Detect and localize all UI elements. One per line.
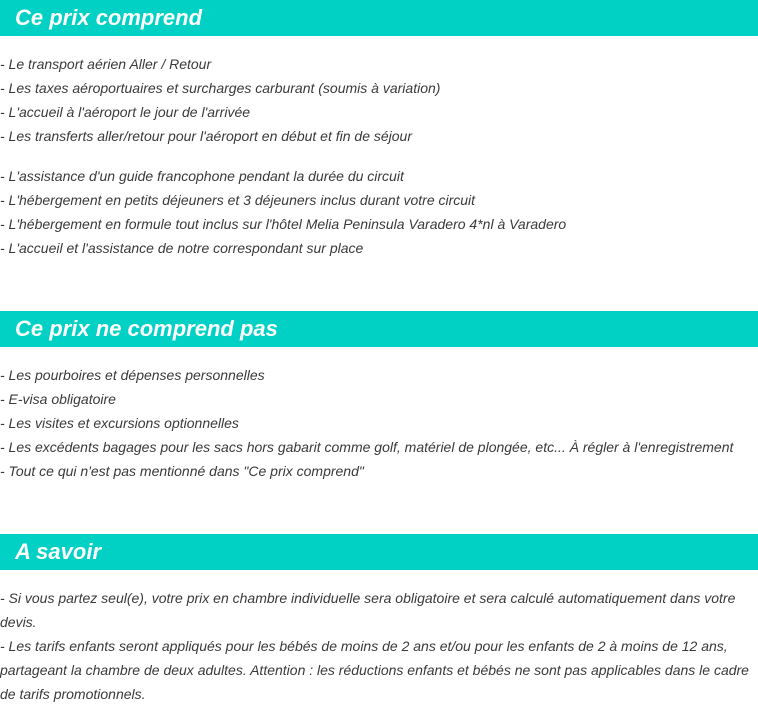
section-included bbox=[0, 0, 758, 260]
not-included-list bbox=[0, 363, 758, 483]
paragraph: - Si vous partez seul(e), votre prix en chambre individuelle sera obligatoire et sera calculé automatiquement dans votre devis. bbox=[0, 590, 736, 630]
list-item: - Les transferts aller/retour pour l'aéroport en début et fin de séjour bbox=[0, 128, 413, 144]
list-item: - L'accueil à l'aéroport le jour de l'arrivée bbox=[0, 104, 251, 120]
list-item: - Les pourboires et dépenses personnelles bbox=[0, 367, 265, 383]
list-item: - Les visites et excursions optionnelles bbox=[0, 415, 239, 431]
section-title: A savoir bbox=[0, 534, 758, 570]
list-item: - Tout ce qui n'est pas mentionné dans "Ce prix comprend" bbox=[0, 463, 364, 479]
good-to-know-text bbox=[0, 586, 758, 706]
included-list bbox=[0, 52, 758, 260]
list-item: - L'hébergement en formule tout inclus sur l'hôtel Melia Peninsula Varadero 4*nl à Varadero bbox=[0, 216, 567, 232]
list-item: - Le transport aérien Aller / Retour bbox=[0, 56, 212, 72]
paragraph: - Les tarifs enfants seront appliqués pour les bébés de moins de 2 ans et/ou pour les enfants de 2 à moins de 12 ans, partageant la chambre de deux adultes. Attention : les réductions enfants et bébés ne sont pas applicables dans le cadre de tarifs promotionnels. bbox=[0, 638, 749, 702]
section-not-included bbox=[0, 311, 758, 483]
list-item: - L'hébergement en petits déjeuners et 3 déjeuners inclus durant votre circuit bbox=[0, 192, 476, 208]
list-item: - L'accueil et l'assistance de notre correspondant sur place bbox=[0, 240, 364, 256]
list-item: - E-visa obligatoire bbox=[0, 391, 116, 407]
section-good-to-know bbox=[0, 534, 758, 706]
section-title: Ce prix comprend bbox=[0, 0, 758, 36]
list-item: - L'assistance d'un guide francophone pendant la durée du circuit bbox=[0, 168, 404, 184]
list-item: - Les excédents bagages pour les sacs hors gabarit comme golf, matériel de plongée, etc... À régler à l'enregistrement bbox=[0, 439, 734, 455]
list-gap bbox=[0, 148, 758, 164]
section-title: Ce prix ne comprend pas bbox=[0, 311, 758, 347]
list-item: - Les taxes aéroportuaires et surcharges carburant (soumis à variation) bbox=[0, 80, 441, 96]
